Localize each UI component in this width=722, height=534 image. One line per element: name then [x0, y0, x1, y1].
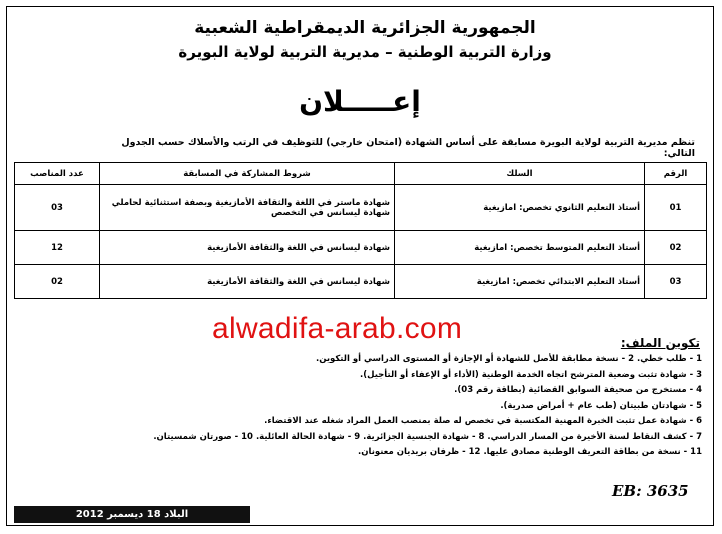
republic-header: الجمهورية الجزائرية الديمقراطية الشعبية — [194, 18, 536, 38]
row-number: 01 — [645, 185, 707, 231]
table-header-row — [15, 163, 707, 185]
reference-code: EB: 3635 — [612, 482, 689, 500]
row-positions: 02 — [15, 265, 100, 299]
row-number: 02 — [645, 231, 707, 265]
row-corps: أستاذ التعليم الابتدائي تخصص: امازيغية — [395, 265, 645, 299]
list-item: 1 - طلب خطي. 2 - نسخة مطابقة للأصل للشهادة أو الإجازة أو المستوى الدراسي أو التكوين. — [315, 354, 702, 364]
site-watermark: alwadifa-arab.com — [212, 312, 463, 345]
row-conditions: شهادة ليسانس في اللغة والثقافة الأمازيغية — [100, 231, 395, 265]
row-number: 03 — [645, 265, 707, 299]
list-item: 5 - شهادتان طبيتان (طب عام + أمراض صدرية). — [500, 400, 702, 411]
list-item: 3 - شهادة تثبت وضعية المترشح اتجاه الخدمة الوطنية (الأداء أو الإعفاء أو التأجيل). — [360, 369, 702, 380]
header-corps: السلك — [395, 163, 645, 185]
file-composition-title: تكوين الملف: — [620, 336, 700, 350]
ministry-header: وزارة التربية الوطنية – مديرية التربية لولاية البويرة — [178, 43, 552, 61]
row-positions: 03 — [15, 185, 100, 231]
jobs-table — [14, 162, 707, 299]
row-conditions: شهادة ليسانس في اللغة والثقافة الأمازيغية — [100, 265, 395, 299]
list-item: 7 - كشف النقاط لسنة الأخيرة من المسار الدراسي. 8 - شهادة الجنسية الجزائرية. 9 - شهادة الحالة العائلية. 10 - صورتان شمسيتان. — [153, 431, 702, 442]
intro-text: تنظم مديرية التربية لولاية البويرة مسابقة على أساس الشهادة (امتحان خارجي) للتوظيف في الرتب والأسلاك حسب الجدول التالي: — [121, 137, 695, 159]
file-items-list — [90, 352, 702, 461]
header-positions: عدد المناصب — [15, 163, 100, 185]
table-row — [15, 185, 707, 231]
row-corps: أستاذ التعليم الثانوي تخصص: امازيغية — [395, 185, 645, 231]
table-row — [15, 265, 707, 299]
table-row — [15, 231, 707, 265]
row-corps: أستاذ التعليم المتوسط تخصص: امازيغية — [395, 231, 645, 265]
row-conditions: شهادة ماستر في اللغة والثقافة الأمازيغية وبصفة استثنائية لحاملي شهادة ليسانس في التخصص — [100, 185, 395, 231]
row-positions: 12 — [15, 231, 100, 265]
header-number: الرقم — [645, 163, 707, 185]
list-item: 6 - شهادة عمل تثبت الخبرة المهنية المكتسبة في تخصص له صلة بمنصب العمل المراد شغله عند الاقتضاء. — [264, 416, 702, 426]
list-item: 4 - مستخرج من صحيفة السوابق القضائية (بطاقة رقم 03). — [454, 385, 702, 395]
newspaper-date-footer: البلاد 18 ديسمبر 2012 — [14, 506, 250, 523]
announcement-title: إعـــــلان — [299, 85, 421, 118]
list-item: 11 - نسخة من بطاقة التعريف الوطنية مصادق عليها. 12 - ظرفان بريديان معنونان. — [358, 447, 702, 457]
header-conditions: شروط المشاركة في المسابقة — [100, 163, 395, 185]
